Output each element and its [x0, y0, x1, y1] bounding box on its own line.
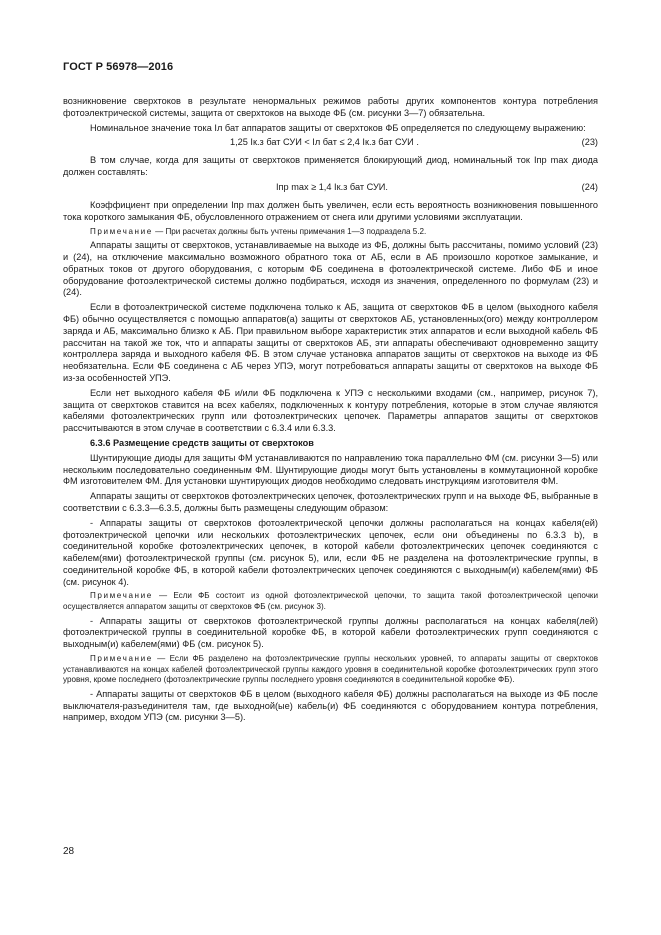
note	[63, 227, 598, 238]
page-content	[63, 96, 598, 727]
standard-header: ГОСТ Р 56978—2016	[63, 61, 174, 73]
page-number: 28	[63, 846, 75, 857]
note-text: — Если ФБ состоит из одной фотоэлектрической цепочки, то защита такой фотоэлектрической цепочки осуществляется аппаратом защиты от сверхтоков ФБ (см. рисунок 3).	[63, 591, 598, 612]
note-text: — При расчетах должны быть учтены примечания 1—3 подраздела 5.2.	[152, 226, 427, 236]
paragraph: Шунтирующие диоды для защиты ФМ устанавливаются по направлению тока параллельно ФМ (см. рисунки 3—5) или нескольким последовательно соединенным ФМ. Шунтирующие диоды могут быть установлены в коммутационной коробке ФМ изготовителем ФМ. Для установки шунтирующих диодов необходимо следовать инструкциям изготовителя ФМ.	[63, 452, 598, 487]
paragraph: Аппараты защиты от сверхтоков, устанавливаемые на выходе из ФБ, должны быть рассчитаны, помимо условий (23) и (24), на отключение максимально возможного обратного тока от АБ, если в АБ произошло короткое замыкание, и обратных токов от другого оборудования, с которым ФБ соединена в фотоэлектрической системе. Либо ФБ и иное оборудование фотоэлектрической системы должно подбираться, исходя из значения, определенного по формулам (23) и (24).	[63, 240, 598, 298]
formula-23	[63, 137, 598, 150]
note-label: Примечание	[90, 226, 153, 236]
note-text: — Если ФБ разделено на фотоэлектрические группы нескольких уровней, то аппараты защиты от сверхтоков устанавливаются на концах кабелей фотоэлектрической группы каждого уровня в соединительной коробке фотоэлектрических групп этого уровня, кроме последнего (фотоэлектрические группы последнего уровня соединяются в соединительной коробке ФБ).	[63, 654, 598, 685]
paragraph: Коэффициент при определении Iпр max должен быть увеличен, если есть вероятность возникновения повышенного тока короткого замыкания ФБ, обусловленного отражением от снега или другими условиями эксплуатации.	[63, 199, 598, 222]
note-label: Примечание	[90, 591, 153, 601]
note-label: Примечание	[90, 654, 153, 664]
paragraph: Если нет выходного кабеля ФБ и/или ФБ подключена к УПЭ с несколькими входами (см., например, рисунок 7), защита от сверхтоков ставится на всех кабелях, подключенных к контуру потребления, которые в этом случае являются кабелями фотоэлектрических групп или фотоэлектрических цепочек. Параметры аппаратов защиты от сверхтоков рассчитываются в этом случае в соответствии с 6.3.4 или 6.3.3.	[63, 387, 598, 434]
formula-expression: Iпр max ≥ 1,4 Iк.з бат СУИ.	[276, 181, 388, 192]
list-item: - Аппараты защиты от сверхтоков фотоэлектрической цепочки должны располагаться на концах кабеля(ей) фотоэлектрической цепочки или нескольких фотоэлектрических цепочек, если они объединены по 6.3.3 b), в соединительной коробке фотоэлектрических цепочек, в которой кабели фотоэлектрических цепочек соединяются с кабелем(ями) фотоэлектрической группы (см. рисунок 5), или, если ФБ не разделена на фотоэлектрические группы, в соединительной коробке ФБ, в которой кабели фотоэлектрических цепочек соединяются с выходным(и) кабелем(ями) ФБ (см. рисунок 4).	[63, 517, 598, 587]
paragraph: возникновение сверхтоков в результате ненормальных режимов работы других компонентов контура потребления фотоэлектрической системы, защита от сверхтоков на выходе ФБ (см. рисунки 3—7) обязательна.	[63, 96, 598, 118]
list-item: - Аппараты защиты от сверхтоков ФБ в целом (выходного кабеля ФБ) должны располагаться на выходе из ФБ после выключателя-разъединителя там, где выходной(ые) кабель(и) ФБ соединяются с оборудованием контура потребления, например, входом УПЭ (см. рисунки 3—5).	[63, 688, 598, 723]
paragraph: Номинальное значение тока Iл бат аппаратов защиты от сверхтоков ФБ определяется по следующему выражению:	[90, 122, 586, 133]
note	[63, 591, 598, 612]
formula-number: (23)	[581, 137, 598, 148]
formula-expression: 1,25 Iк.з бат СУИ < Iл бат ≤ 2,4 Iк.з бат СУИ .	[230, 137, 419, 148]
paragraph: Аппараты защиты от сверхтоков фотоэлектрических цепочек, фотоэлектрических групп и на выходе ФБ, выбранные в соответствии с 6.3.3—6.3.5, должны быть размещены следующим образом:	[63, 491, 598, 513]
paragraph: В том случае, когда для защиты от сверхтоков применяется блокирующий диод, номинальный ток Iпр max диода должен составлять:	[63, 155, 598, 178]
list-item: - Аппараты защиты от сверхтоков фотоэлектрической группы должны располагаться на концах кабеля(лей) фотоэлектрической группы в соединительной коробке ФБ, в которой кабели фотоэлектрических групп соединяются с выходным(и) кабелем(ями) ФБ (см. рисунок 5).	[63, 615, 598, 650]
formula-24	[63, 182, 598, 195]
section-heading: 6.3.6 Размещение средств защиты от сверхтоков	[90, 437, 314, 448]
paragraph: Если в фотоэлектрической системе подключена только к АБ, защита от сверхтоков ФБ в целом (выходного кабеля ФБ) обычно осуществляется с помощью аппаратов(а) защиты от сверхтоков АБ, установленных(ого) между контроллером заряда и АБ, максимально близко к АБ. При правильном выборе характеристик этих аппаратов и если выходной кабель ФБ рассчитан на такой же ток, что и аппараты защиты от сверхтоков АБ, эти аппараты обеспечивают одновременно защиту контроллера заряда и выходного кабеля ФБ. В этом случае установка аппаратов защиты от сверхтоков на выходе из ФБ необязательна. Если ФБ соединена с АБ через УПЭ, могут потребоваться аппараты защиты от сверхтоков на выходе ФБ из-за особенностей УПЭ.	[63, 302, 598, 383]
note	[63, 654, 598, 686]
formula-number: (24)	[581, 181, 598, 192]
